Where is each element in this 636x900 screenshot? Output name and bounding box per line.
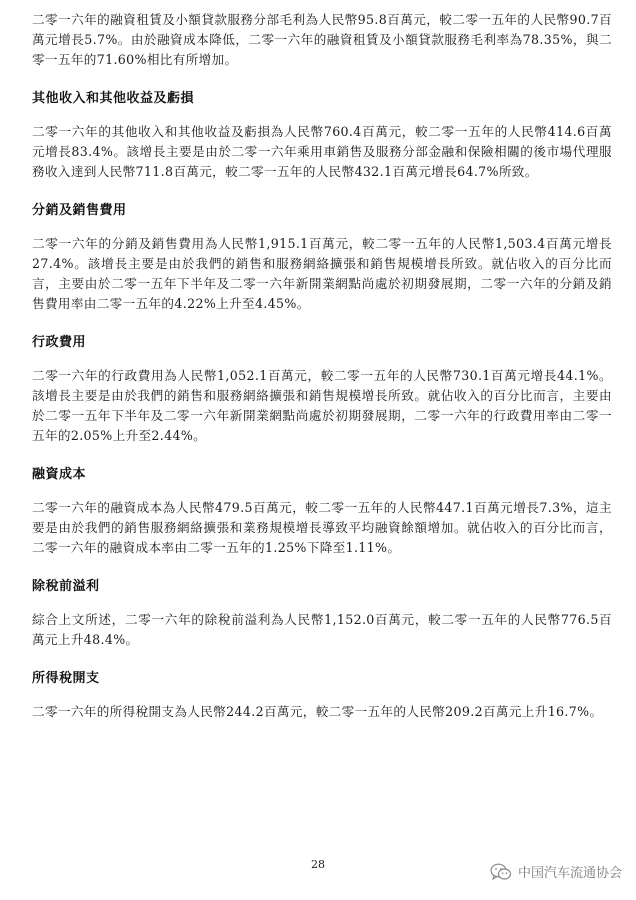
- paragraph-profit-before-tax: 綜合上文所述，二零一六年的除稅前溢利為人民幣1,152.0百萬元，較二零一五年的人民幣776.5百萬元上升48.4%。: [32, 612, 612, 647]
- paragraph-other-income: 二零一六年的其他收入和其他收益及虧損為人民幣760.4百萬元，較二零一五年的人民幣414.6百萬元增長83.4%。該增長主要是由於二零一六年乘用車銷售及服務分部金融和保險相關的後市場代理服務收入達到人民幣711.8百萬元，較二零一五年的人民幣432.1百萬元增長64.7%所致。: [32, 124, 612, 179]
- wechat-icon: [490, 863, 512, 881]
- paragraph-finance-leasing: 二零一六年的融資租賃及小額貸款服務分部毛利為人民幣95.8百萬元，較二零一五年的人民幣90.7百萬元增長5.7%。由於融資成本降低，二零一六年的融資租賃及小額貸款服務毛利率為78.35%，與二零一五年的71.60%相比有所增加。: [32, 12, 612, 67]
- paragraph-finance-costs: 二零一六年的融資成本為人民幣479.5百萬元，較二零一五年的人民幣447.1百萬元增長7.3%，這主要是由於我們的銷售服務網絡擴張和業務規模增長導致平均融資餘額增加。就佔收入的百分比而言，二零一六年的融資成本率由二零一五年的1.25%下降至1.11%。: [32, 500, 612, 555]
- paragraph-distribution-selling: 二零一六年的分銷及銷售費用為人民幣1,915.1百萬元，較二零一五年的人民幣1,503.4百萬元增長27.4%。該增長主要是由於我們的銷售和服務網絡擴張和銷售規模增長所致。就佔收入的百分比而言，主要由於二零一五年下半年及二零一六年新開業網點尚處於初期發展期，二零一六年的分銷及銷售費用率由二零一五年的4.22%上升至4.45%。: [32, 236, 612, 311]
- heading-income-tax: 所得稅開支: [32, 671, 100, 686]
- heading-administrative: 行政費用: [32, 335, 87, 350]
- heading-profit-before-tax: 除稅前溢利: [32, 579, 100, 594]
- watermark: [490, 862, 622, 881]
- page-number: 28: [311, 858, 325, 871]
- paragraph-administrative: 二零一六年的行政費用為人民幣1,052.1百萬元，較二零一五年的人民幣730.1百萬元增長44.1%。該增長主要是由於我們的銷售和服務網絡擴張和銷售規模增長所致。就佔收入的百分比而言，主要由於二零一五年下半年及二零一六年新開業網點尚處於初期發展期，二零一六年的行政費用率由二零一五年的2.05%上升至2.44%。: [32, 368, 612, 443]
- watermark-text: 中国汽车流通协会: [517, 866, 622, 881]
- paragraph-income-tax: 二零一六年的所得稅開支為人民幣244.2百萬元，較二零一五年的人民幣209.2百萬元上升16.7%。: [32, 704, 603, 719]
- heading-other-income: 其他收入和其他收益及虧損: [32, 91, 195, 106]
- heading-distribution-selling: 分銷及銷售費用: [32, 203, 127, 218]
- heading-finance-costs: 融資成本: [32, 467, 87, 482]
- document-body: [32, 10, 612, 722]
